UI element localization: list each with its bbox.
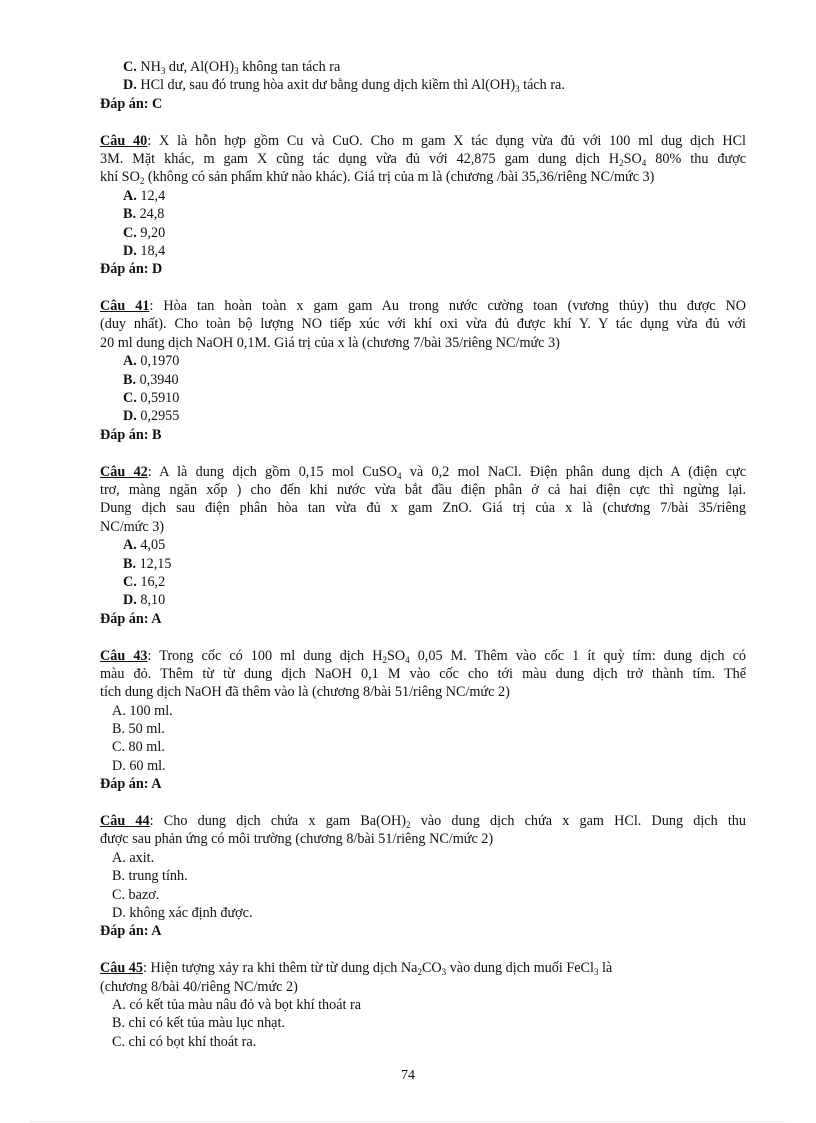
q45-line-1: Câu 45: Hiện tượng xảy ra khi thêm từ từ dung dịch $Na_2CO_3$ vào dung dịch muối FeCl$_3$ là xyxy=(100,960,613,978)
q40-line-3: khí $SO_2$ (không có sản phẩm khử nào khác). Giá trị của m là (chương /bài 35,36/riêng NC/mức 3) xyxy=(100,169,655,187)
document-page xyxy=(100,58,746,1051)
q43-option-a: A. 100 ml. xyxy=(112,702,173,719)
q43-label: Câu 43 xyxy=(100,647,148,664)
q42-answer: Đáp án: A xyxy=(100,610,162,627)
prev-answer: Đáp án: C xyxy=(100,95,163,112)
q42-option-a: A. 4,05 xyxy=(123,537,166,554)
q42-label: Câu 42 xyxy=(100,463,148,480)
q44-line-2: được sau phản ứng có môi trường (chương 8/bài 51/riêng NC/mức 2) xyxy=(100,831,494,848)
q41-option-a: A. 0,1970 xyxy=(123,353,180,370)
q40-line-1: Câu 40: X là hỗn hợp gồm Cu và CuO. Cho m gam X tác dụng vừa đủ với 100 ml dug dịch HCl xyxy=(100,132,747,149)
q45-option-a: A. có kết tủa màu nâu đỏ và bọt khí thoát ra xyxy=(112,996,362,1013)
q43-option-c: C. 80 ml. xyxy=(112,739,165,756)
q40-line-2: 3M. Mặt khác, m gam X cũng tác dụng vừa đủ với 42,875 gam dung dịch $H_2SO_4$ 80% thu được xyxy=(100,150,747,168)
q41-line-3: 20 ml dung dịch NaOH 0,1M. Giá trị của x là (chương 7/bài 35/riêng NC/mức 3) xyxy=(100,334,560,351)
q42-line-4: NC/mức 3) xyxy=(100,518,165,535)
q42-line-3: Dung dịch sau điện phân hòa tan vừa đủ x gam ZnO. Giá trị của x là (chương 7/bài 35/riêng xyxy=(100,500,746,517)
q40-option-b: B. 24,8 xyxy=(123,206,165,223)
q43-line-3: tích dung dịch NaOH đã thêm vào là (chương 8/bài 51/riêng NC/mức 2) xyxy=(100,684,510,701)
page-number: 74 xyxy=(401,1068,415,1083)
q41-line-1: Câu 41: Hòa tan hoàn toàn x gam gam Au trong nước cường toan (vương thủy) thu được NO xyxy=(100,298,746,315)
q43-line-2: màu đỏ. Thêm từ từ dung dịch NaOH 0,1 M vào cốc cho tới màu dung dịch trở thành tím. Thể xyxy=(100,665,746,682)
q43-line-1: Câu 43: Trong cốc có 100 ml dung dịch $H_2SO_4$ 0,05 M. Thêm vào cốc 1 ít quỳ tím: dung dịch có xyxy=(100,647,747,665)
q42-line-1: Câu 42: A là dung dịch gồm 0,15 mol CuSO$_4$ và 0,2 mol NaCl. Điện phân dung dịch A (điện cực xyxy=(100,463,747,481)
q41-line-2: (duy nhất). Cho toàn bộ lượng NO tiếp xúc với khí oxi vừa đủ được khí Y. Y tác dụng vừa đủ với xyxy=(100,316,746,333)
q40-option-a: A. 12,4 xyxy=(123,187,166,204)
q44-option-b: B. trung tính. xyxy=(112,868,188,885)
q42-line-2: trơ, màng ngăn xốp ) cho đến khi nước vừa bắt đầu điện phân ở cả hai điện cực thì ngừng lại. xyxy=(100,481,746,498)
q44-label: Câu 44 xyxy=(100,813,150,830)
q41-option-d: D. 0,2955 xyxy=(123,408,180,425)
q43-option-d: D. 60 ml. xyxy=(112,757,166,774)
prev-option-c: C. $NH_3$ dư, $Al(OH)_3$ không tan tách ra xyxy=(123,59,341,76)
page-bottom-divider xyxy=(30,1121,786,1122)
q40-option-d: D. 18,4 xyxy=(123,242,166,259)
q42-option-d: D. 8,10 xyxy=(123,592,166,609)
q44-option-a: A. axit. xyxy=(112,849,155,866)
q45-label: Câu 45 xyxy=(100,960,143,977)
q45-option-c: C. chỉ có bọt khí thoát ra. xyxy=(112,1033,257,1050)
q40-answer: Đáp án: D xyxy=(100,261,163,278)
q41-option-b: B. 0,3940 xyxy=(123,371,179,388)
q42-option-b: B. 12,15 xyxy=(123,555,172,572)
q43-answer: Đáp án: A xyxy=(100,776,162,793)
q41-option-c: C. 0,5910 xyxy=(123,390,180,407)
q45-option-b: B. chỉ có kết tủa màu lục nhạt. xyxy=(112,1015,285,1032)
q42-option-c: C. 16,2 xyxy=(123,573,166,590)
q44-line-1: Câu 44: Cho dung dịch chứa x gam $Ba(OH)_2$ vào dung dịch chứa x gam HCl. Dung dịch thu xyxy=(100,813,746,831)
q41-answer: Đáp án: B xyxy=(100,426,162,443)
q41-label: Câu 41 xyxy=(100,298,150,315)
prev-option-d: D. HCl dư, sau đó trung hòa axit dư bằng dung dịch kiềm thì $Al(OH)_3$ tách ra. xyxy=(123,77,565,95)
q44-option-d: D. không xác định được. xyxy=(112,904,253,921)
q43-option-b: B. 50 ml. xyxy=(112,721,165,738)
q45-line-2: (chương 8/bài 40/riêng NC/mức 2) xyxy=(100,978,298,995)
q40-option-c: C. 9,20 xyxy=(123,224,166,241)
q40-label: Câu 40 xyxy=(100,132,148,149)
q44-option-c: C. bazơ. xyxy=(112,886,160,903)
q44-answer: Đáp án: A xyxy=(100,923,162,940)
